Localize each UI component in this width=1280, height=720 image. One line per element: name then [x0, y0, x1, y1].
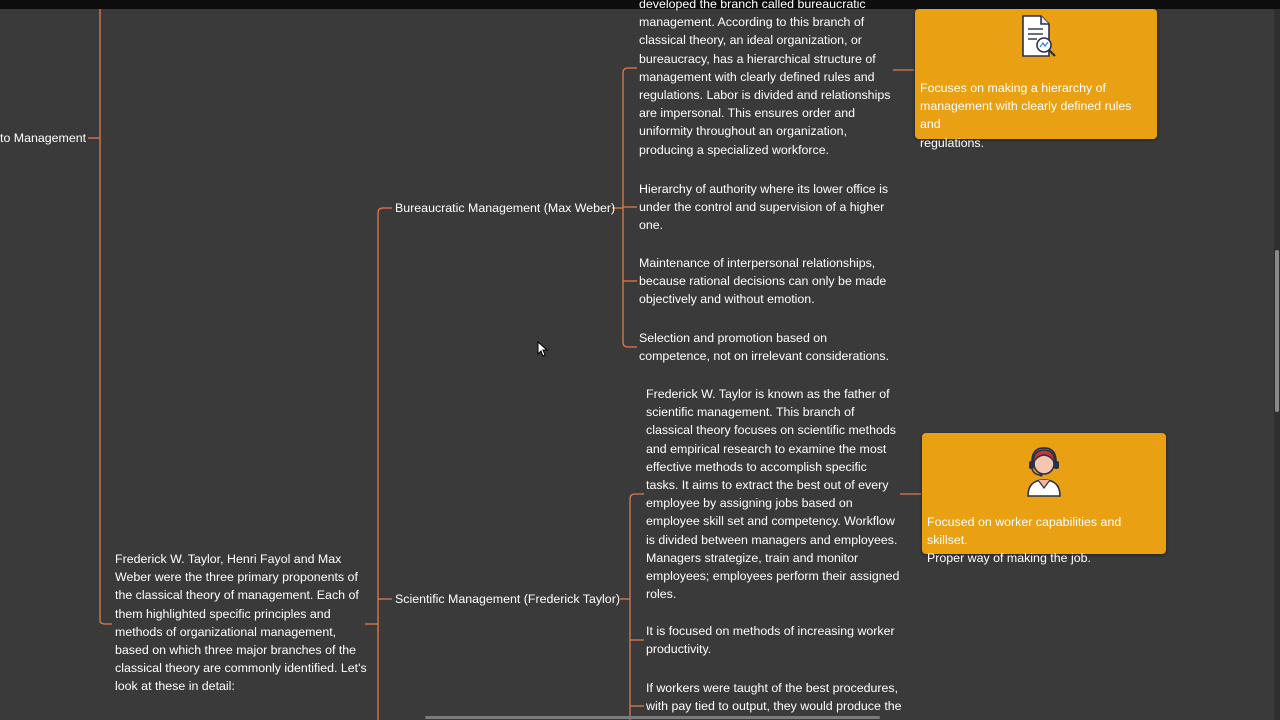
scientific-management-node[interactable]: Scientific Management (Frederick Taylor)	[395, 592, 620, 606]
scientific-point-productivity[interactable]: It is focused on methods of increasing worker productivity.	[646, 624, 895, 657]
bureaucratic-point-relationships[interactable]: Maintenance of interpersonal relationships, because rational decisions can only be made objectively and without emotion.	[639, 256, 887, 307]
connector-root-to-intro	[100, 621, 112, 624]
bureaucratic-point-selection[interactable]: Selection and promotion based on competence, not on irrelevant considerations.	[639, 331, 890, 364]
bureaucratic-card-text: Focuses on making a hierarchy of management with clearly defined rules and regulations.	[920, 81, 1132, 150]
root-topic-label[interactable]: to Management	[0, 131, 87, 145]
horizontal-scrollbar-thumb[interactable]	[425, 716, 880, 719]
vertical-scrollbar-thumb[interactable]	[1275, 250, 1279, 412]
scientific-description[interactable]: Frederick W. Taylor is known as the father of scientific management. This branch of classical theory focuses on scientific methods and empirical research to examine the most effective methods to accomplish specific tasks. It aims to extract the best out of every employee by assigning jobs based on employee skill set and competency. Workflow is divided between managers and employees. Managers strategize, train and monitor employees; employees perform their assigned roles.	[646, 387, 900, 602]
scientific-card-text: Focused on worker capabilities and skillset. Proper way of making the job.	[927, 515, 1122, 566]
bureaucratic-summary-card[interactable]	[915, 9, 1157, 150]
bureaucratic-management-node[interactable]: Bureaucratic Management (Max Weber)	[395, 201, 616, 215]
connector-scientific-spine	[630, 494, 644, 720]
classical-theory-intro[interactable]: Frederick W. Taylor, Henri Fayol and Max Weber were the three primary proponents of the classical theory of management. Each of them highlighted specific principles and methods of organizational management, based on which three major branches of the classical theory are commonly identified. Let's look at these in detail:	[115, 552, 367, 694]
scientific-summary-card[interactable]	[922, 433, 1166, 566]
scientific-point-procedures[interactable]: If workers were taught of the best procedures, with pay tied to output, they would produce the	[646, 681, 902, 714]
bureaucratic-description[interactable]: developed the branch called bureaucratic management. According to this branch of classical theory, an ideal organization, or bureaucracy, has a hierarchical structure of management with clearly defined rules and regulations. Labor is divided and relationships are impersonal. This ensures order and uniformity throughout an organization, producing a specialized workforce.	[639, 0, 891, 157]
bureaucratic-point-hierarchy[interactable]: Hierarchy of authority where its lower office is under the control and supervision of a higher one.	[639, 182, 889, 233]
worker-headset-icon	[1024, 442, 1064, 503]
document-analysis-icon	[1019, 12, 1059, 67]
connector-branch-spine	[378, 208, 392, 720]
mouse-cursor-icon	[537, 341, 547, 362]
